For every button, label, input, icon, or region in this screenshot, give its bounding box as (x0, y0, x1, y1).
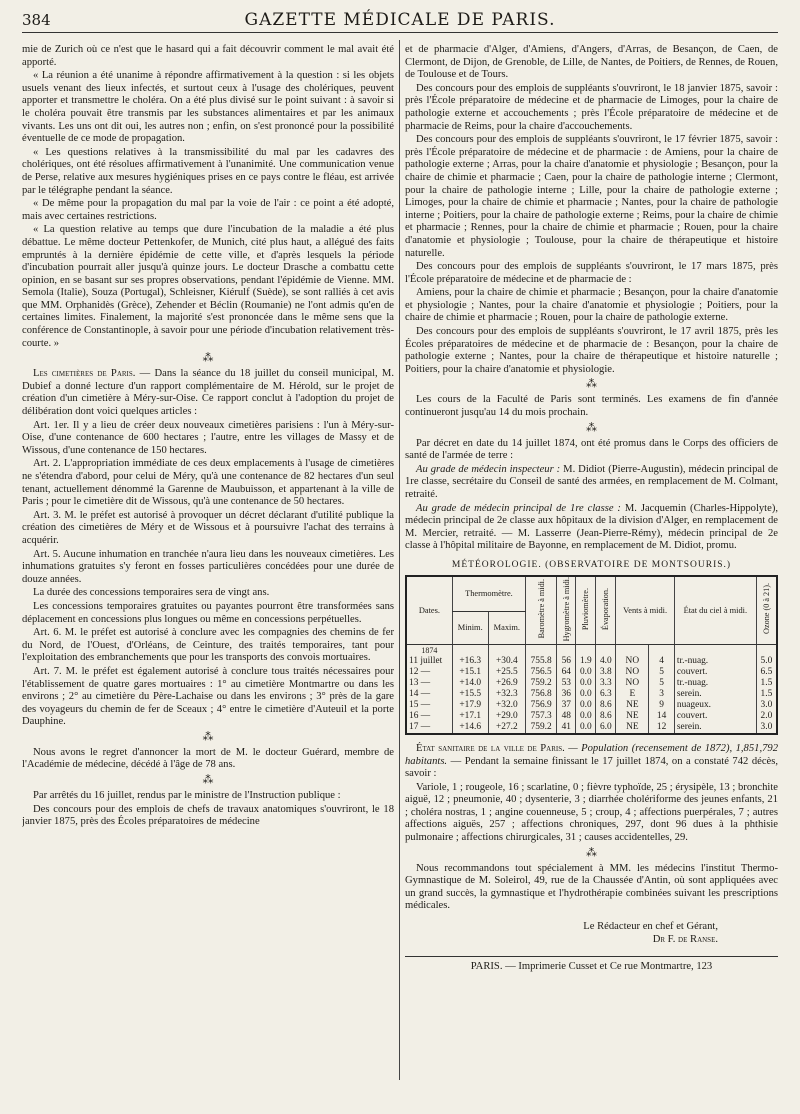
year-row (406, 644, 777, 656)
cell-date: 12 — (406, 667, 452, 678)
page-header (22, 6, 778, 33)
cell-pluvio: 0.0 (576, 711, 596, 722)
cell-ozone: 3.0 (756, 722, 777, 734)
col-ozone (756, 576, 777, 645)
cell-hygro: 56 (557, 656, 576, 667)
cell-hygro: 53 (557, 678, 576, 689)
promotion-text: M. Didiot (Pierre-Augustin), médecin principal de 1re classe, secrétaire du Conseil de santé des armées, en remplacement de M. Colmant, retraité. (405, 463, 778, 500)
cell-vent: NE (616, 722, 649, 734)
col-vents: Vents à midi. (616, 576, 675, 645)
cell-baro: 755.8 (526, 656, 557, 667)
cell-force: 12 (649, 722, 675, 734)
cell-date: 17 — (406, 722, 452, 734)
cell-evapo: 8.6 (596, 700, 616, 711)
paragraph-text: — Pendant la semaine finissant le 17 juillet 1874, on a constaté 742 décès, savoir : (405, 755, 778, 780)
meteo-table (405, 575, 778, 735)
cell-force: 9 (649, 700, 675, 711)
obituary: Nous avons le regret d'annoncer la mort de M. le docteur Guérard, membre de l'Académie de médecine, décédé à l'âge de 78 ans. (22, 746, 394, 771)
signature-name: Dr F. de Ranse. (652, 933, 718, 945)
cell-date: 16 — (406, 711, 452, 722)
cell-ciel: couvert. (674, 667, 756, 678)
cell-pluvio: 0.0 (576, 689, 596, 700)
paragraph: mie de Zurich où ce n'est que le hasard qui a fait découvrir comment le mal avait été apporté. (22, 44, 394, 68)
cell-evapo: 3.8 (596, 667, 616, 678)
article: Art. 6. M. le préfet est autorisé à conclure avec les compagnies des chemins de fer du Nord, de l'Ouest, d'Orléans, de Ceinture, des traités temporaires, tant pour l'exploitation des embranchements que pour les transports des convois mortuaires. (22, 627, 394, 664)
cell-evapo: 6.0 (596, 722, 616, 734)
paragraph: Des concours pour des emplois de suppléants s'ouvriront, le 17 avril 1875, près les Écoles préparatoires de médecine et de pharmacie de : Besançon, pour la chaire de pathologie externe ; Nantes, pour la chaire de thérapeutique et histoire naturelle ; Poitiers, pour la chaire d'anatomie et physiologie. (405, 326, 778, 375)
col-baro-label: Baromètre à midi. (536, 579, 546, 639)
table-row (406, 700, 777, 711)
article: Art. 5. Aucune inhumation en tranchée n'aura lieu dans les nouveaux cimetières. Les inhumations gratuites s'y feront en fosses particulières concédées pour une durée de douze années. (22, 548, 394, 585)
paragraph: Des concours pour des emplois de suppléants s'ouvriront, le 17 mars 1875, près l'École préparatoire de médecine et de pharmacie de : (405, 261, 778, 285)
grade-label: Au grade de médecin inspecteur : (416, 463, 561, 475)
cell-baro: 759.2 (526, 678, 557, 689)
cell-baro: 756.5 (526, 667, 557, 678)
cell-ciel: tr.-nuag. (674, 678, 756, 689)
cell-pluvio: 1.9 (576, 656, 596, 667)
meteo-title: MÉTÉOROLOGIE. (OBSERVATOIRE DE MONTSOURIS.) (451, 559, 732, 570)
cell-baro: 756.8 (526, 689, 557, 700)
cell-evapo: 8.6 (596, 711, 616, 722)
cell-pluvio: 0.0 (576, 678, 596, 689)
paragraph: Des concours pour des emplois de suppléants s'ouvriront, le 17 février 1875, savoir : près l'École préparatoire de médecine et de pharmacie : de Amiens, pour la chaire de pathologie externe ; Arras, pour la chaire d'anatomie et physiologie ; Besançon, pour la chaire de chimie et pharmacie ; Caen, pour la chaire de pathologie interne ; Clermont, pour la chaire de pathologie interne ; Lille, pour la chaire de pathologie externe ; Limoges, pour la chaire de chimie et pharmacie ; Nantes, pour la chaire de pathologie interne ; Poitiers, pour la chaire de pathologie externe ; Reims, pour la chaire de chimie et pharmacie ; Rennes, pour la chaire de chimie et pharmacie ; Rouen, pour la chaire d'anatomie et physiologie ; Toulouse, pour la chaire de thérapeutique et histoire naturelle. (405, 134, 778, 259)
sanitary-report (405, 743, 778, 781)
cell-vent: NO (616, 667, 649, 678)
cell-ozone: 3.0 (756, 700, 777, 711)
cell-date: 13 — (406, 678, 452, 689)
col-ciel: État du ciel à midi. (674, 576, 756, 645)
col-evapo-label: Évaporation. (601, 587, 611, 630)
col-ozone-label: Ozone (0 à 21). (761, 583, 771, 635)
cell-min: +17.1 (452, 711, 488, 722)
article: Art. 2. L'appropriation immédiate de ces deux emplacements à l'usage de cimetières ne s'étendra d'abord, pour celui de Méry, qu'à une contenance de 82 hectares d'un seul tenant, actuellement dénommé la Garenne de Maubuisson, et appartenant à la ville de Paris ; pour le cimetière dit de Wissous, qu'à une contenance de 50 hectares. (22, 458, 394, 508)
cell-vent: E (616, 689, 649, 700)
printer-imprint: PARIS. — Imprimerie Cusset et Ce rue Montmartre, 123 (405, 956, 778, 974)
paragraph: Les concessions temporaires gratuites ou payantes pourront être transformées sans déplacement en concessions plus longues ou même en concessions perpétuelles. (22, 600, 394, 625)
cell-evapo: 3.3 (596, 678, 616, 689)
promotion-text: M. Jacquemin (Charles-Hippolyte), médecin principal de 2e classe aux hôpitaux de la division d'Alger, en remplacement de M. Mercier, retraité. — M. Lasserre (Jean-Pierre-Rémy), médecin principal de 2e classe à l'hôpital militaire de Bayonne, en remplacement de M. Didiot, promu. (405, 502, 778, 552)
table-row (406, 711, 777, 722)
cell-baro: 759.2 (526, 722, 557, 734)
cell-pluvio: 0.0 (576, 722, 596, 734)
cell-max: +32.3 (488, 689, 525, 700)
section-heading: Les cimetières de Paris. (33, 368, 136, 380)
causes-of-death: Variole, 1 ; rougeole, 16 ; scarlatine, 0 ; fièvre typhoïde, 25 ; érysipèle, 13 ; bronchite aiguë, 12 ; pneumonie, 40 ; dysenterie, 3 ; diarrhée cholériforme des jeunes enfants, 21 ; choléra nostras, 1 ; angine couenneuse, 5 ; croup, 4 ; affections puerpérales, 7 ; autres affections aiguës, 257 ; affections chroniques, 297, dont 96 dues à la phthisie pulmonaire ; affections chirurgicales, 31 ; causes accidentelles, 29. (405, 781, 778, 844)
cell-vent: NO (616, 656, 649, 667)
section-separator: ⁂ (586, 378, 597, 391)
cell-evapo: 6.3 (596, 689, 616, 700)
population: — Population (recensement de 1872), 1,851,792 habitants. (405, 742, 778, 767)
cell-force: 3 (649, 689, 675, 700)
col-thermo: Thermomètre. (452, 576, 525, 612)
col-dates: Dates. (406, 576, 452, 645)
cell-baro: 756.9 (526, 700, 557, 711)
grade-label: Au grade de médecin principal de 1re classe : (416, 502, 621, 514)
cell-force: 5 (649, 678, 675, 689)
cell-min: +14.6 (452, 722, 488, 734)
table-row (406, 678, 777, 689)
cell-pluvio: 0.0 (576, 700, 596, 711)
col-hygro (557, 576, 576, 645)
signature-role: Le Rédacteur en chef et Gérant, (583, 921, 718, 933)
paragraph: Par arrêtés du 16 juillet, rendus par le ministre de l'Instruction publique : (33, 790, 341, 802)
cell-max: +30.4 (488, 656, 525, 667)
cell-vent: NO (616, 678, 649, 689)
cell-min: +16.3 (452, 656, 488, 667)
col-max: Maxim. (488, 612, 525, 645)
right-column (405, 44, 778, 1084)
cell-ozone: 1.5 (756, 678, 777, 689)
journal-title: GAZETTE MÉDICALE DE PARIS. (244, 10, 556, 30)
cell-hygro: 36 (557, 689, 576, 700)
section-separator: ⁂ (202, 352, 214, 365)
cell-hygro: 64 (557, 667, 576, 678)
cell-force: 5 (649, 667, 675, 678)
cell-ozone: 2.0 (756, 711, 777, 722)
paragraph: La durée des concessions temporaires sera de vingt ans. (33, 587, 270, 599)
cell-force: 14 (649, 711, 675, 722)
cell-min: +14.0 (452, 678, 488, 689)
cell-ozone: 5.0 (756, 656, 777, 667)
cell-hygro: 41 (557, 722, 576, 734)
cell-max: +29.0 (488, 711, 525, 722)
cell-ciel: serein. (674, 722, 756, 734)
article: Art. 3. M. le préfet est autorisé à provoquer un décret déclarant d'utilité publique la création des cimetières de Méry et de Wissous et à poursuivre l'achat des terrains à acquérir. (22, 509, 394, 546)
table-row (406, 667, 777, 678)
cell-max: +27.2 (488, 722, 525, 734)
cell-ciel: tr.-nuag. (674, 656, 756, 667)
paragraph: Des concours pour des emplois de chefs de travaux anatomiques s'ouvriront, le 18 janvier 1875, près des Écoles préparatoires de médecine (22, 803, 394, 828)
col-baro (526, 576, 557, 645)
cell-ciel: nuageux. (674, 700, 756, 711)
col-pluvio-label: Pluviomètre. (581, 587, 591, 630)
cell-evapo: 4.0 (596, 656, 616, 667)
cell-date: 11 juillet (406, 656, 452, 667)
section-heading: État sanitaire de la ville de Paris. (416, 742, 565, 754)
cell-hygro: 48 (557, 711, 576, 722)
paragraph: « De même pour la propagation du mal par la voie de l'air : ce point a été adopté, mais avec certaines restrictions. (22, 198, 394, 222)
cell-hygro: 37 (557, 700, 576, 711)
year-cell: 1874 (406, 644, 452, 656)
paragraph: Par décret en date du 14 juillet 1874, ont été promus dans le Corps des officiers de santé de l'armée de terre : (405, 437, 778, 462)
section-separator: ⁂ (586, 421, 597, 434)
advertisement: Nous recommandons tout spécialement à MM. les médecins l'institut Thermo-Gymnastique de M. Soleirol, 49, rue de la Chaussée d'Antin, où sont appliquées avec un grand succès, la gymnastique et l'hydrothérapie combinées suivant les prescriptions médicales. (405, 862, 778, 912)
cell-date: 14 — (406, 689, 452, 700)
paragraph: et de pharmacie d'Alger, d'Amiens, d'Angers, d'Arras, de Besançon, de Caen, de Clermont, de Dijon, de Grenoble, de Lille, de Nantes, de Poitiers, de Rennes, de Rouen, de Toulouse et de Tours. (405, 44, 778, 81)
section-separator: ⁂ (202, 730, 214, 743)
article: Art. 1er. Il y a lieu de créer deux nouveaux cimetières parisiens : l'un à Méry-sur-Oise, d'une contenance de 600 hectares ; l'autre, entre les villages de Massy et de Wissous, d'une contenance de 150 hectares. (22, 419, 394, 456)
cell-max: +25.5 (488, 667, 525, 678)
column-divider (399, 40, 400, 1080)
paragraph: Des concours pour des emplois de suppléants s'ouvriront, le 18 janvier 1875, savoir : près l'École préparatoire de médecine et de pharmacie de Limoges, pour la chaire de pathologie externe et accouchements ; près l'École préparatoire de médecine et de pharmacie de Reims, pour la chaire d'accouchements. (405, 82, 778, 132)
promotion (405, 464, 778, 502)
cell-max: +26.9 (488, 678, 525, 689)
cell-pluvio: 0.0 (576, 667, 596, 678)
left-column (22, 44, 394, 1084)
col-pluvio (576, 576, 596, 645)
cell-vent: NE (616, 700, 649, 711)
cell-ozone: 1.5 (756, 689, 777, 700)
cell-force: 4 (649, 656, 675, 667)
meteo-body (406, 644, 777, 734)
paragraph-text: — Dans la séance du 18 juillet du conseil municipal, M. Dubief a donné lecture d'un rapport complémentaire de M. Hérold, sur le projet de création d'un cimetière à Méry-sur-Oise. Ce rapport conclut à l'adoption du projet de délibération dont voici quelques articles : (22, 368, 394, 418)
section-separator: ⁂ (586, 846, 597, 859)
cell-max: +32.0 (488, 700, 525, 711)
article: Art. 7. M. le préfet est également autorisé à conclure tous traités nécessaires pour l'établissement de quatre gares mortuaires : 1° au cimetière Montmartre ou dans les environs ; 2° au cimetière du Père-Lachaise ou dans les environs ; 3° près de la gare des voyageurs du chemin de fer de Sceaux ; 4° entre le cimetière d'Auteuil et la porte Dauphine. (22, 665, 394, 728)
cell-min: +15.5 (452, 689, 488, 700)
cell-min: +17.9 (452, 700, 488, 711)
cemeteries-intro (22, 368, 394, 418)
col-min: Minim. (452, 612, 488, 645)
paragraph: « La question relative au temps que dure l'incubation de la maladie a été plus débattue. Le même docteur Pettenkofer, de Munich, cité plus haut, a allégué des faits empruntés à la dernière épidémie de cette ville, et d'après lesquels la période d'incubation pourrait aller jusqu'à quinze jours. Le docteur Drasche a combattu cette opinion, en se basant sur ses propres observations, pendant l'épidémie de Vienne. MM. Semola (Italie), Souza (Portugal), Schleisner, Kiérulf (Suède), se sont ralliés à cet avis que MM. Orphanidès (Grèce), Zehender et Béclin (Roumanie) ne l'ont admis qu'en de certaines limites. Finalement, la majorité s'est prononcée dans le même sens que la conférence de Constantinople, à savoir pour une période d'incubation relativement très-courte. » (22, 224, 394, 349)
paragraph: « Les questions relatives à la transmissibilité du mal par les cadavres des cholériques, ont été résolues affirmativement à l'unanimité. Une communication venue de Perse, relative aux mesures hygiéniques prises en ce pays contre le fléau, est arrivée par le télégraphe pendant la séance. (22, 146, 394, 196)
col-hygro-label: Hygromètre à midi. (561, 576, 571, 641)
cell-ciel: serein. (674, 689, 756, 700)
cell-min: +15.1 (452, 667, 488, 678)
signature (405, 921, 778, 946)
cell-baro: 757.3 (526, 711, 557, 722)
cell-ozone: 6.5 (756, 667, 777, 678)
table-row (406, 656, 777, 667)
section-separator: ⁂ (202, 774, 214, 787)
col-evapo (596, 576, 616, 645)
cell-ciel: couvert. (674, 711, 756, 722)
paragraph: « La réunion a été unanime à répondre affirmativement à la question : si les objets usuels venant des lieux infectés, et surtout ceux à l'usage des cholériques, peuvent apporter et transmettre le choléra. On a été plus divisé sur le point suivant : à savoir si le choléra pouvait être transmis par les substances alimentaires et par les animaux vivants. Les uns ont dit oui, les autres non ; enfin, on s'est prononcé pour la possibilité éventuelle de ce mode de propagation. (22, 70, 394, 145)
cell-date: 15 — (406, 700, 452, 711)
page-number: 384 (22, 11, 51, 29)
table-row (406, 722, 777, 734)
promotion (405, 503, 778, 553)
table-row (406, 689, 777, 700)
paragraph: Les cours de la Faculté de Paris sont terminés. Les examens de fin d'année continueront jusqu'au 14 du mois prochain. (405, 394, 778, 419)
cell-vent: NE (616, 711, 649, 722)
paragraph: Amiens, pour la chaire de chimie et pharmacie ; Besançon, pour la chaire d'anatomie et physiologie ; Nantes, pour la chaire d'anatomie et physiologie ; Poitiers, pour la chaire de chimie et pharmacie ; Rouen, pour la chaire de pathologie externe. (405, 287, 778, 324)
